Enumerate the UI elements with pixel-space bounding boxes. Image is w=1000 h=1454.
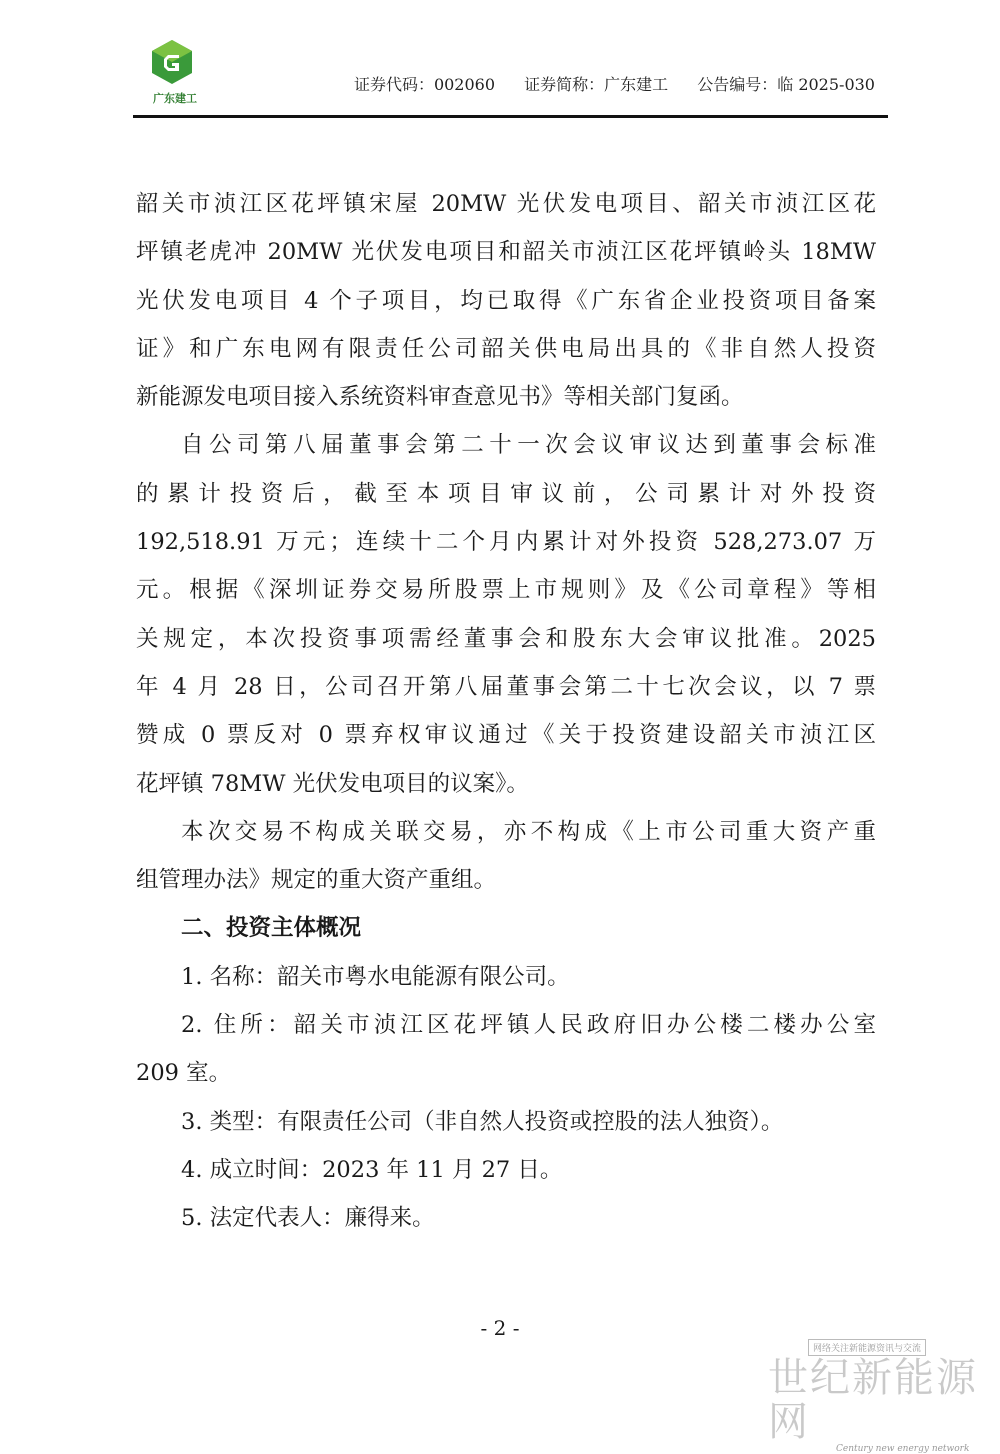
text-line: 1. 名称：韶关市粤水电能源有限公司。 [181,963,570,990]
watermark-tagline: 网络关注新能源资讯与交流 [808,1339,926,1356]
text-line: 韶关市浈江区花坪镇宋屋 20MW 光伏发电项目、韶关市浈江区花 [136,191,876,217]
stock-name: 证券简称：广东建工 [524,75,669,94]
section-heading: 二、投资主体概况 [181,915,362,942]
notice-number: 公告编号：临 2025-030 [697,75,875,94]
logo-g-icon [148,38,196,86]
text-line: 证》和广东电网有限责任公司韶关供电局出具的《非自然人投资 [136,335,876,362]
header-rule [133,115,888,118]
text-line: 2. 住所：韶关市浈江区花坪镇人民政府旧办公楼二楼办公室 [181,1012,876,1039]
text-line: 4. 成立时间：2023 年 11 月 27 日。 [181,1156,563,1183]
text-line: 192,518.91 万元；连续十二个月内累计对外投资 528,273.07 万 [136,529,876,556]
text-line: 组管理办法》规定的重大资产重组。 [136,867,497,894]
text-line: 赞成 0 票反对 0 票弃权审议通过《关于投资建设韶关市浈江区 [136,722,876,749]
text-line: 年 4 月 28 日，公司召开第八届董事会第二十七次会议，以 7 票 [136,673,876,700]
watermark [768,1336,978,1454]
logo-text: 广东建工 [153,92,197,105]
document-body [136,180,876,1243]
text-line: 本次交易不构成关联交易，亦不构成《上市公司重大资产重 [181,818,876,845]
stock-code: 证券代码：002060 [353,75,496,94]
text-line: 花坪镇 78MW 光伏发电项目的议案》。 [136,770,529,797]
text-line: 自公司第八届董事会第二十一次会议审议达到董事会标准 [181,432,876,459]
text-line: 的累计投资后，截至本项目审议前，公司累计对外投资 [136,480,876,507]
company-logo [148,38,200,104]
page-number: - 2 - [480,1316,520,1340]
text-line: 坪镇老虎冲 20MW 光伏发电项目和韶关市浈江区花坪镇岭头 18MW [136,239,876,266]
text-line: 元。根据《深圳证券交易所股票上市规则》及《公司章程》等相 [136,577,876,604]
text-line: 5. 法定代表人：廉得来。 [181,1205,435,1232]
announcement-header [330,72,875,95]
text-line: 3. 类型：有限责任公司（非自然人投资或控股的法人独资）。 [181,1108,784,1135]
text-line: 光伏发电项目 4 个子项目，均已取得《广东省企业投资项目备案 [136,287,876,314]
watermark-title: 世纪新能源网 [768,1355,978,1445]
watermark-subtitle: Century new energy network [836,1444,970,1454]
text-line: 新能源发电项目接入系统资料审查意见书》等相关部门复函。 [136,384,744,411]
text-line: 关规定，本次投资事项需经董事会和股东大会审议批准。2025 [136,625,876,652]
text-line: 209 室。 [136,1060,232,1087]
